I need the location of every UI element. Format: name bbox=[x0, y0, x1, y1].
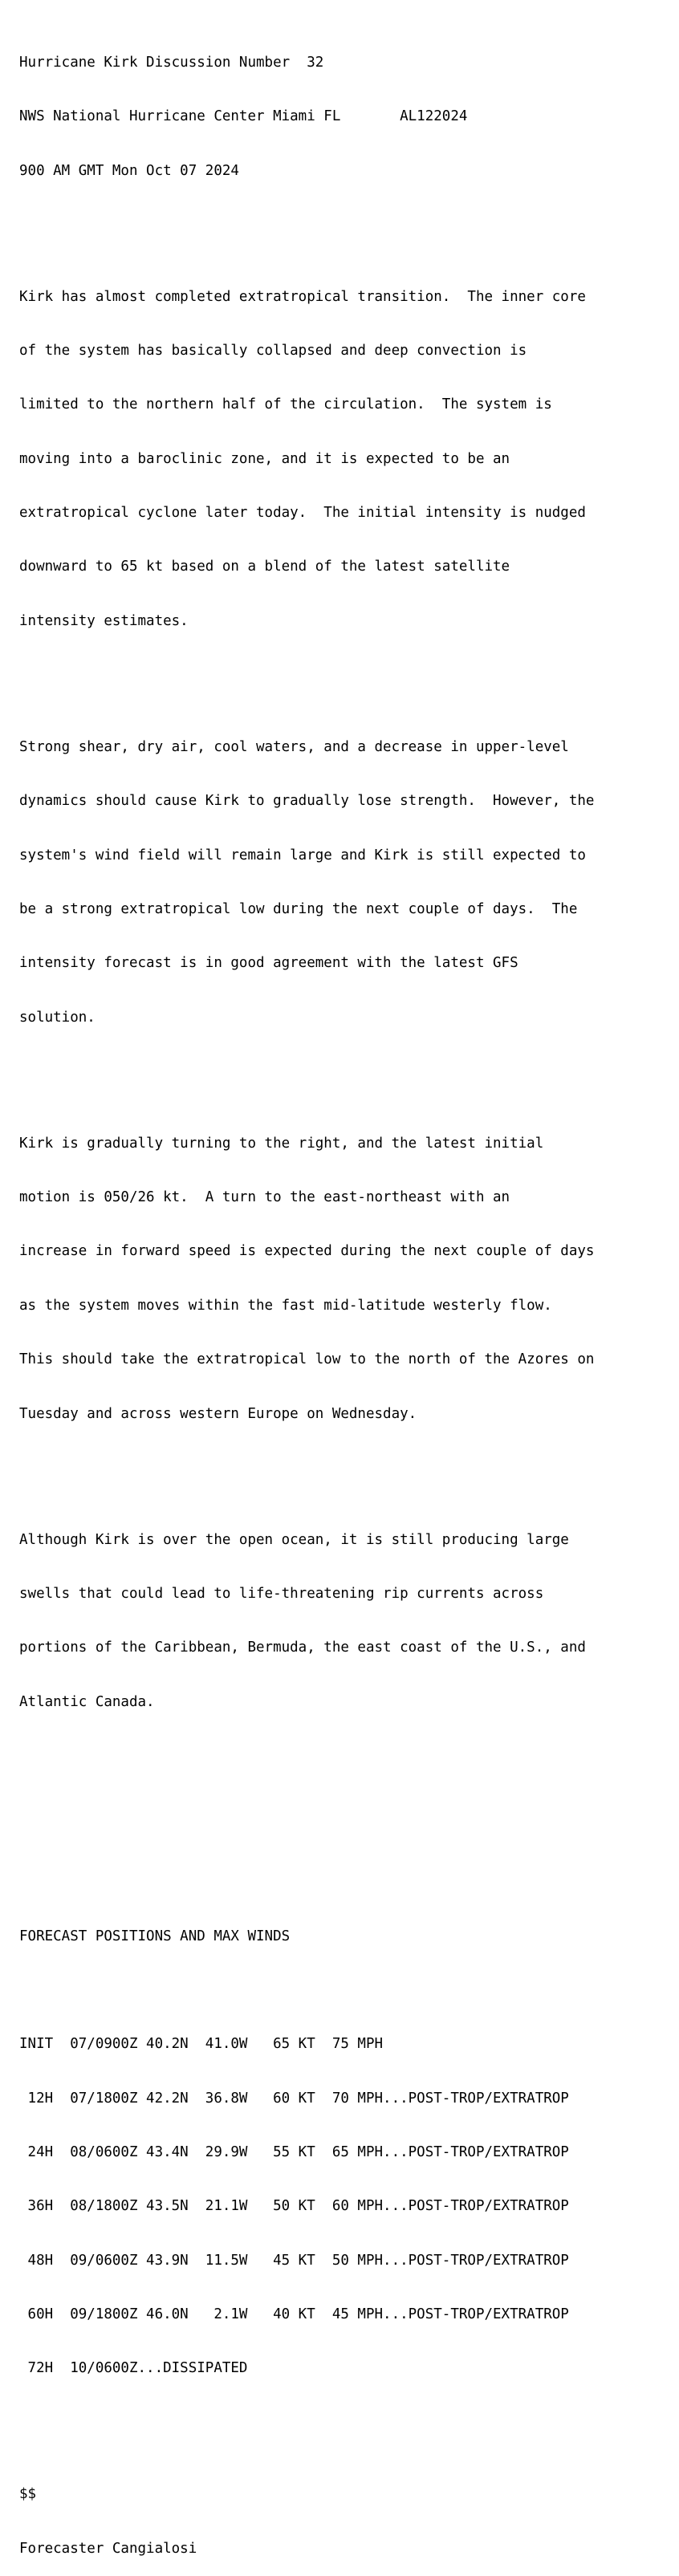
forecast-row: INIT 07/0900Z 40.2N 41.0W 65 KT 75 MPH bbox=[19, 2036, 384, 2053]
issue-time: 900 AM GMT Mon Oct 07 2024 bbox=[19, 162, 239, 179]
blank-line bbox=[19, 1747, 594, 1765]
forecaster-signature: Forecaster Cangialosi bbox=[19, 2540, 197, 2557]
blank-line bbox=[19, 216, 594, 234]
paragraph-line: Atlantic Canada. bbox=[19, 1693, 155, 1710]
paragraph-line: intensity estimates. bbox=[19, 612, 189, 629]
paragraph-line: as the system moves within the fast mid-latitude westerly flow. bbox=[19, 1297, 552, 1314]
paragraph-line: Strong shear, dry air, cool waters, and a decrease in upper-level bbox=[19, 738, 569, 755]
paragraph-line: portions of the Caribbean, Bermuda, the east coast of the U.S., and bbox=[19, 1639, 586, 1656]
paragraph-line: moving into a baroclinic zone, and it is expected to be an bbox=[19, 450, 510, 467]
forecast-row: 36H 08/1800Z 43.5N 21.1W 50 KT 60 MPH...POST-TROP/EXTRATROP bbox=[19, 2198, 569, 2215]
forecast-row: 12H 07/1800Z 42.2N 36.8W 60 KT 70 MPH...POST-TROP/EXTRATROP bbox=[19, 2090, 569, 2107]
paragraph-line: Although Kirk is over the open ocean, it is still producing large bbox=[19, 1531, 569, 1548]
blank-line bbox=[19, 2414, 594, 2432]
blank-line bbox=[19, 1459, 594, 1477]
paragraph-line: system's wind field will remain large and Kirk is still expected to bbox=[19, 847, 586, 863]
blank-line bbox=[19, 1801, 594, 1818]
paragraph-line: downward to 65 kt based on a blend of the latest satellite bbox=[19, 559, 510, 575]
paragraph-line: Kirk is gradually turning to the right, and the latest initial bbox=[19, 1135, 544, 1152]
forecast-row: 60H 09/1800Z 46.0N 2.1W 40 KT 45 MPH...POST-TROP/EXTRATROP bbox=[19, 2306, 569, 2322]
office-line: NWS National Hurricane Center Miami FL AL122024 bbox=[19, 108, 468, 125]
end-marker: $$ bbox=[19, 2486, 37, 2503]
discussion-document bbox=[19, 18, 594, 2576]
forecast-row: 24H 08/0600Z 43.4N 29.9W 55 KT 65 MPH...POST-TROP/EXTRATROP bbox=[19, 2143, 569, 2160]
paragraph-line: motion is 050/26 kt. A turn to the east-northeast with an bbox=[19, 1189, 510, 1206]
paragraph-line: of the system has basically collapsed and deep convection is bbox=[19, 343, 527, 360]
paragraph-line: dynamics should cause Kirk to gradually lose strength. However, the bbox=[19, 793, 595, 810]
blank-line bbox=[19, 1981, 594, 1999]
forecast-row: 48H 09/0600Z 43.9N 11.5W 45 KT 50 MPH...POST-TROP/EXTRATROP bbox=[19, 2252, 569, 2269]
blank-line bbox=[19, 1855, 594, 1873]
paragraph-line: solution. bbox=[19, 1009, 96, 1026]
blank-line bbox=[19, 1062, 594, 1080]
paragraph-line: extratropical cyclone later today. The initial intensity is nudged bbox=[19, 505, 586, 522]
paragraph-line: limited to the northern half of the circulation. The system is bbox=[19, 396, 552, 413]
paragraph-line: intensity forecast is in good agreement with the latest GFS bbox=[19, 955, 518, 972]
forecast-heading: FORECAST POSITIONS AND MAX WINDS bbox=[19, 1928, 291, 1944]
paragraph-line: increase in forward speed is expected during the next couple of days bbox=[19, 1243, 595, 1260]
paragraph-line: swells that could lead to life-threatening rip currents across bbox=[19, 1586, 544, 1602]
blank-line bbox=[19, 666, 594, 684]
paragraph-line: Kirk has almost completed extratropical transition. The inner core bbox=[19, 288, 586, 305]
paragraph-line: be a strong extratropical low during the next couple of days. The bbox=[19, 900, 578, 917]
paragraph-line: This should take the extratropical low to the north of the Azores on bbox=[19, 1351, 595, 1368]
paragraph-line: Tuesday and across western Europe on Wednesday. bbox=[19, 1405, 417, 1422]
forecast-row: 72H 10/0600Z...DISSIPATED bbox=[19, 2360, 248, 2377]
discussion-title: Hurricane Kirk Discussion Number 32 bbox=[19, 54, 324, 71]
